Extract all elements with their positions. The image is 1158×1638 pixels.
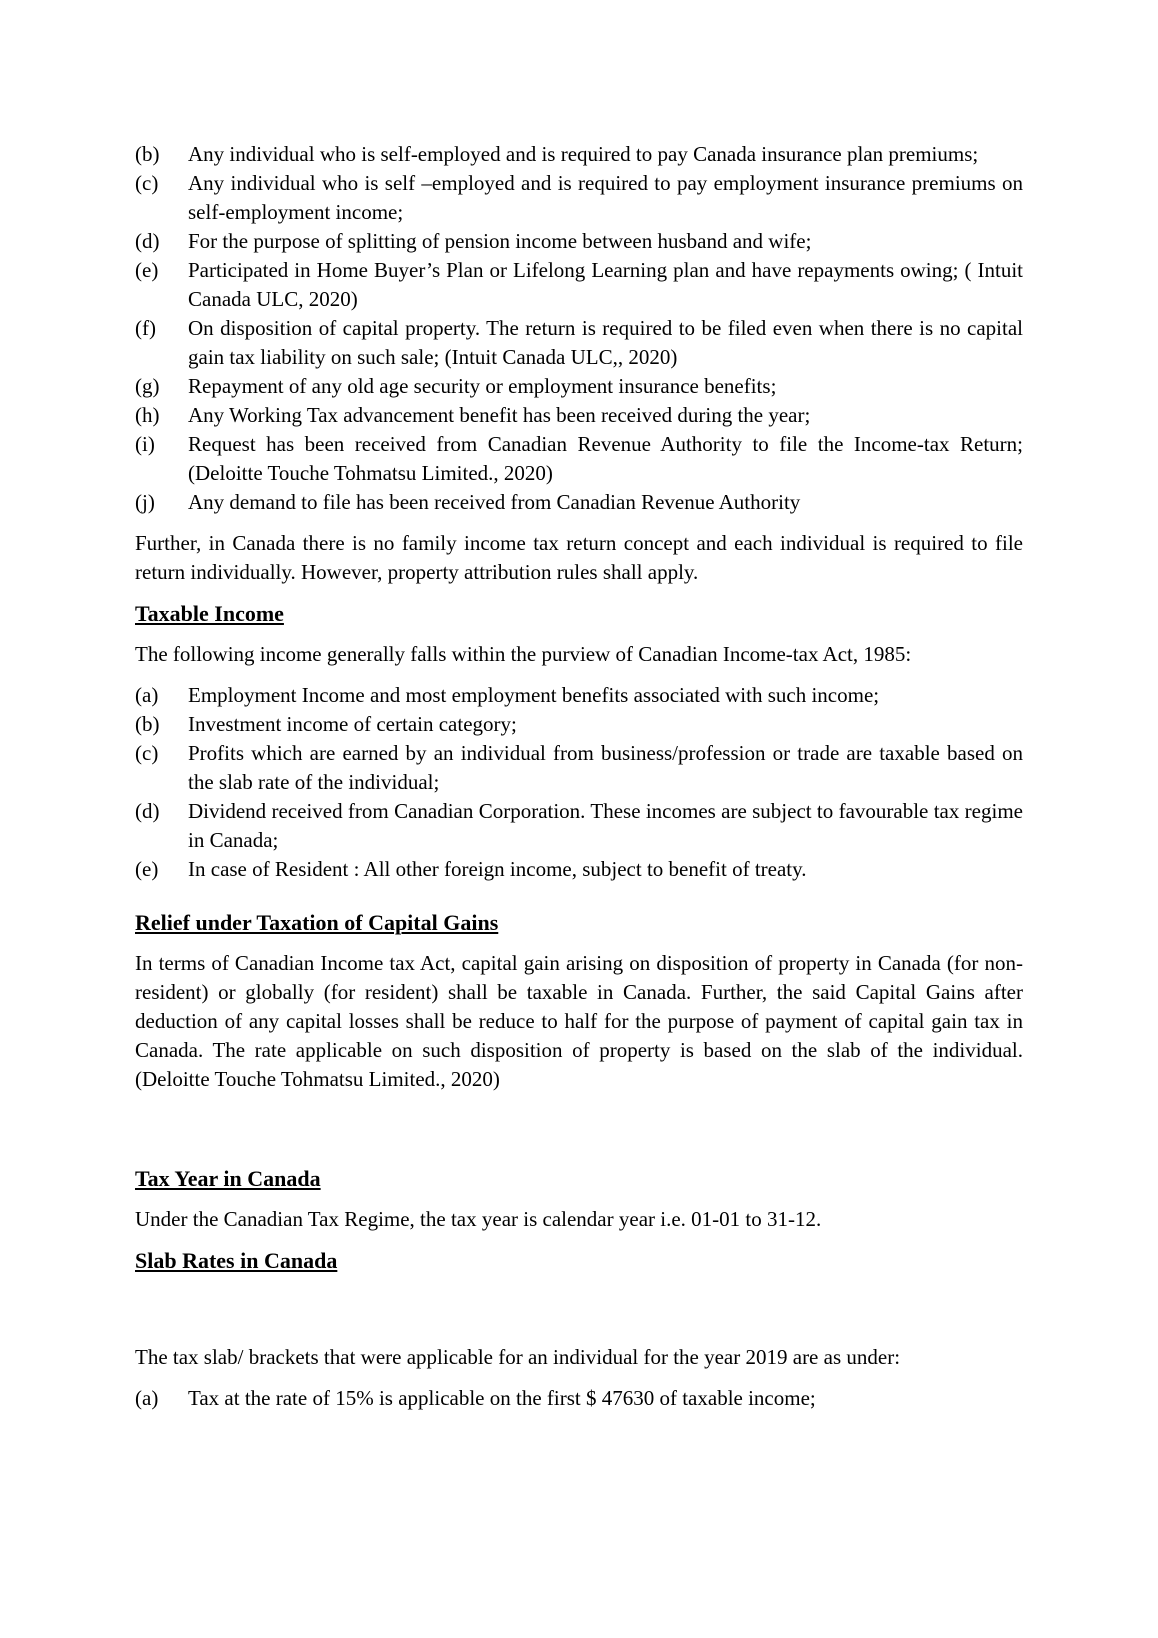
list-item-text: Any demand to file has been received from Canadian Revenue Authority [188, 490, 801, 514]
filing-requirements-list [135, 140, 1023, 517]
list-item-a [135, 1384, 1023, 1413]
list-item-label: (c) [135, 741, 159, 765]
list-item-label: (g) [135, 374, 160, 398]
paragraph-slab-intro: The tax slab/ brackets that were applicable for an individual for the year 2019 are as under: [135, 1345, 901, 1369]
list-item-label: (e) [135, 258, 159, 282]
list-item-text: Any individual who is self-employed and is required to pay Canada insurance plan premiums; [188, 142, 979, 166]
list-item-g [135, 372, 1023, 401]
list-item-label: (h) [135, 403, 160, 427]
list-item-e [135, 855, 1023, 884]
list-item-text: Investment income of certain category; [188, 712, 517, 736]
list-item-label: (a) [135, 1386, 159, 1410]
paragraph-purview: The following income generally falls within the purview of Canadian Income-tax Act, 1985: [135, 642, 912, 666]
heading-taxable-income: Taxable Income [135, 601, 284, 626]
paragraph-family-return: Further, in Canada there is no family income tax return concept and each individual is required to file return individually. However, property attribution rules shall apply. [135, 531, 1023, 584]
list-item-text: Dividend received from Canadian Corporation. These incomes are subject to favourable tax regime in Canada; [188, 799, 1023, 852]
list-item-label: (d) [135, 799, 160, 823]
list-item-text: Profits which are earned by an individual from business/profession or trade are taxable based on the slab rate of the individual; [188, 741, 1023, 794]
heading-capital-gains-relief: Relief under Taxation of Capital Gains [135, 910, 499, 935]
list-item-text: On disposition of capital property. The return is required to be filed even when there is no capital gain tax liability on such sale; (Intuit Canada ULC,, 2020) [188, 316, 1023, 369]
list-item-text: Repayment of any old age security or employment insurance benefits; [188, 374, 777, 398]
list-item-e [135, 256, 1023, 314]
list-item-text: For the purpose of splitting of pension income between husband and wife; [188, 229, 812, 253]
list-item-label: (j) [135, 490, 155, 514]
list-item-label: (e) [135, 857, 159, 881]
spacer [135, 884, 1023, 896]
list-item-label: (f) [135, 316, 156, 340]
list-item-f [135, 314, 1023, 372]
list-item-text: In case of Resident : All other foreign income, subject to benefit of treaty. [188, 857, 807, 881]
spacer [135, 1106, 1023, 1152]
paragraph-capital-gains: In terms of Canadian Income tax Act, capital gain arising on disposition of property in Canada (for non-resident) or globally (for resident) shall be taxable in Canada. Further, the said Capital Gains after deduction of any capital losses shall be reduce to half for the purpose of payment of capital gain tax in Canada. The rate applicable on such disposition of property is based on the slab of the individual. (Deloitte Touche Tohmatsu Limited., 2020) [135, 951, 1023, 1091]
slab-rates-list [135, 1384, 1023, 1413]
spacer [135, 1287, 1023, 1331]
list-item-b [135, 710, 1023, 739]
list-item-label: (b) [135, 712, 160, 736]
list-item-text: Any individual who is self –employed and is required to pay employment insurance premiums on self-employment income; [188, 171, 1023, 224]
list-item-label: (a) [135, 683, 159, 707]
list-item-h [135, 401, 1023, 430]
heading-tax-year: Tax Year in Canada [135, 1166, 321, 1191]
list-item-label: (i) [135, 432, 155, 456]
list-item-d [135, 797, 1023, 855]
list-item-d [135, 227, 1023, 256]
list-item-text: Participated in Home Buyer’s Plan or Lifelong Learning plan and have repayments owing; ( Intuit Canada ULC, 2020) [188, 258, 1023, 311]
list-item-i [135, 430, 1023, 488]
taxable-income-list [135, 681, 1023, 884]
paragraph-tax-year: Under the Canadian Tax Regime, the tax year is calendar year i.e. 01-01 to 31-12. [135, 1207, 822, 1231]
list-item-c [135, 169, 1023, 227]
list-item-b [135, 140, 1023, 169]
list-item-label: (d) [135, 229, 160, 253]
list-item-text: Any Working Tax advancement benefit has been received during the year; [188, 403, 811, 427]
heading-slab-rates: Slab Rates in Canada [135, 1248, 338, 1273]
list-item-label: (c) [135, 171, 159, 195]
list-item-j [135, 488, 1023, 517]
list-item-text: Tax at the rate of 15% is applicable on the first $ 47630 of taxable income; [188, 1386, 816, 1410]
list-item-text: Request has been received from Canadian Revenue Authority to file the Income-tax Return; (Deloitte Touche Tohmatsu Limited., 2020) [188, 432, 1023, 485]
list-item-c [135, 739, 1023, 797]
list-item-a [135, 681, 1023, 710]
list-item-text: Employment Income and most employment benefits associated with such income; [188, 683, 880, 707]
list-item-label: (b) [135, 142, 160, 166]
